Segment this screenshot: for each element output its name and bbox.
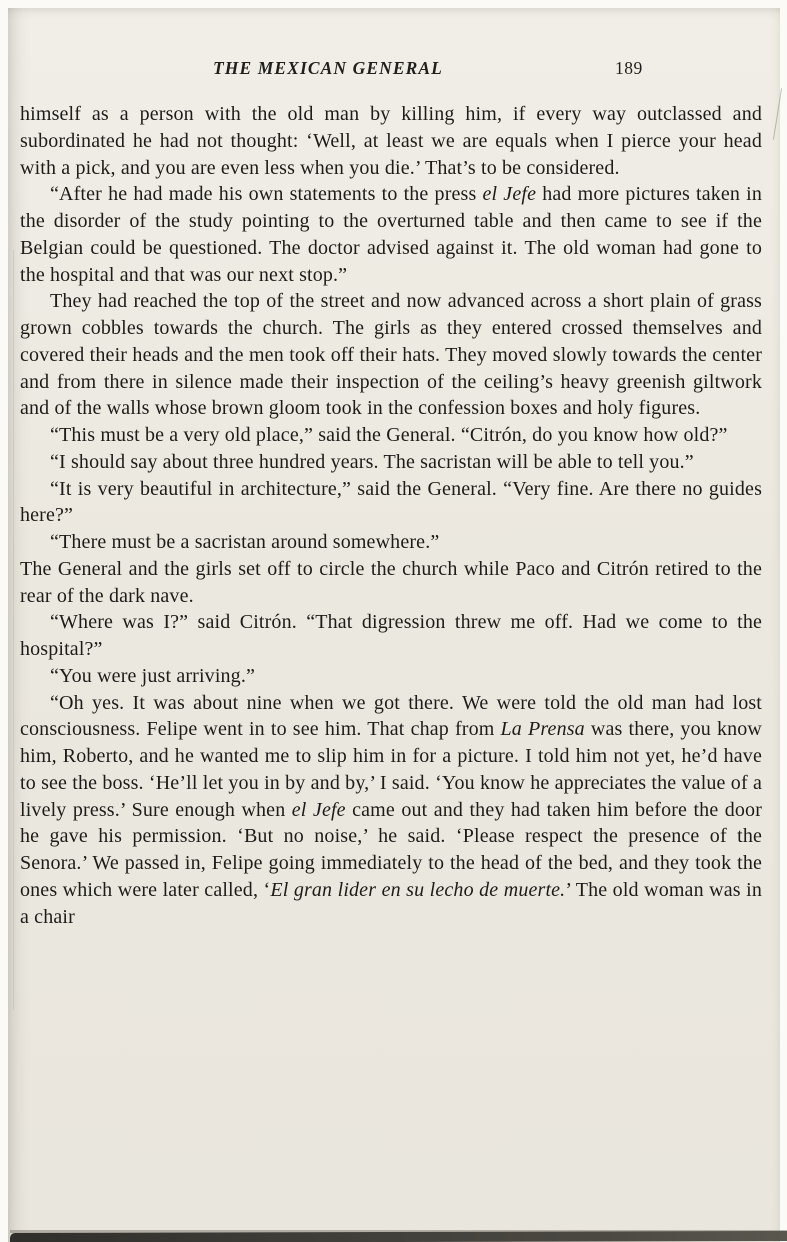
text-segment: They had reached the top of the street and now advanced across a short plain of grass grown cobbles towards the church. The girls as they entered crossed themselves and covered their heads and the men took off their hats. They moved slowly towards the center and from there in silence made their inspection of the ceiling’s heavy greenish giltwork and of the walls whose brown gloom took in the confession boxes and holy figures. bbox=[20, 290, 762, 420]
paragraph bbox=[20, 609, 762, 663]
text-segment: ’ The old woman was in a chair bbox=[20, 878, 762, 928]
italic-text-segment: El gran lider en su lecho de muerte. bbox=[270, 878, 566, 901]
text-segment: “This must be a very old place,” said the General. “Citrón, do you know how old?” bbox=[50, 424, 728, 446]
running-header bbox=[0, 58, 787, 82]
scan-bottom-edge bbox=[10, 1231, 787, 1242]
text-segment: “It is very beautiful in architecture,” said the General. “Very fine. Are there no guides here?” bbox=[20, 477, 762, 527]
paragraph bbox=[20, 663, 762, 690]
text-segment: himself as a person with the old man by killing him, if every way outclassed and subordinated he had not thought: ‘Well, at least we are equals when I pierce your head with a pick, and you are even less when you die.’ That’s to be considered. bbox=[20, 103, 762, 179]
paragraph bbox=[20, 288, 762, 422]
paragraph bbox=[20, 556, 762, 610]
page-crease-artifact bbox=[13, 250, 14, 1010]
paragraph bbox=[20, 181, 762, 288]
text-segment: had more pictures taken in the disorder of the study pointing to the overturned table and then came to see if the Belgian could be questioned. The doctor advised against it. The old woman had gone to the hospital and that was our next stop.” bbox=[20, 183, 763, 286]
text-segment: The General and the girls set off to circle the church while Paco and Citrón retired to the rear of the dark nave. bbox=[20, 557, 762, 607]
italic-text-segment: el Jefe bbox=[482, 183, 537, 206]
paragraph bbox=[20, 101, 762, 181]
text-segment: “You were just arriving.” bbox=[50, 664, 256, 687]
text-segment: “There must be a sacristan around somewhere.” bbox=[50, 531, 440, 553]
text-segment: “After he had made his own statements to the press bbox=[50, 183, 483, 206]
paragraph bbox=[20, 476, 762, 530]
italic-text-segment: La Prensa bbox=[500, 718, 585, 741]
paragraph bbox=[20, 422, 762, 449]
text-segment: “Where was I?” said Citrón. “That digression threw me off. Had we come to the hospital?” bbox=[20, 611, 762, 660]
paragraph bbox=[20, 529, 762, 556]
text-segment: “Oh yes. It was about nine when we got there. We were told the old man had lost consciousness. Felipe went in to see him. That chap from bbox=[20, 691, 762, 741]
page-number: 189 bbox=[615, 58, 643, 78]
paragraph bbox=[20, 449, 762, 476]
text-segment: “I should say about three hundred years. The sacristan will be able to tell you.” bbox=[50, 450, 694, 473]
italic-text-segment: el Jefe bbox=[291, 798, 346, 821]
text-segment: was there, you know him, Roberto, and he wanted me to slip him in for a picture. I told him not yet, he’d have to see the boss. ‘He’ll let you in by and by,’ I said. ‘You know he appreciates the value of a lively press.’ Sure enough when bbox=[20, 718, 762, 821]
page-body bbox=[20, 101, 762, 930]
text-segment: came out and they had taken him before the door he gave his permission. ‘But no noise,’ he said. ‘Please respect the presence of the Senora.’ We passed in, Felipe going immediately to the head of the bed, and they took the ones which were later called, ‘ bbox=[20, 798, 763, 901]
header-title: THE MEXICAN GENERAL bbox=[213, 58, 443, 78]
paragraph bbox=[20, 690, 762, 931]
